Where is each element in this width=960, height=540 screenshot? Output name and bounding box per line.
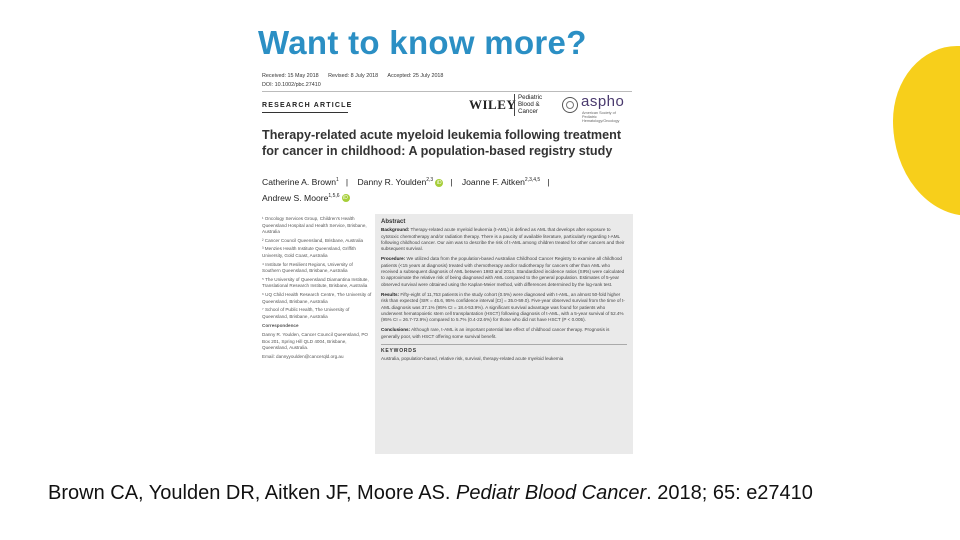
wiley-logo: WILEY	[469, 97, 517, 112]
paper-doi: DOI: 10.1002/pbc.27410	[262, 82, 321, 88]
received-date: Received: 15 May 2018	[262, 73, 319, 79]
keywords-heading: KEYWORDS	[381, 348, 417, 355]
correspondence-heading: Correspondence	[262, 323, 299, 329]
journal-line: Cancer	[518, 108, 538, 116]
affiliation: ³ Menzies Health Institute Queensland, Griffith University, Gold Coast, Australia	[262, 246, 356, 258]
author-name: Joanne F. Aitken	[461, 176, 525, 187]
slide-title: Want to know more?	[258, 24, 587, 61]
paper-title: Therapy-related acute myeloid leukemia following treatment for cancer in childhood: A population-based registry study	[262, 128, 622, 158]
author-name: Danny R. Youlden	[357, 176, 427, 187]
procedure-label: Procedure:	[381, 256, 406, 262]
affiliation: ⁴ Institute for Resilient Regions, University of Southern Queensland, Brisbane, Australia	[262, 261, 353, 274]
affiliation: ² Cancer Council Queensland, Brisbane, Australia	[262, 237, 364, 243]
procedure-text: We utilized data from the population-based Australian Childhood Cancer Registry to examine all childhood patients (<15 years at diagnosis) treated with chemotherapy and/or radiotherapy for cancers other than AML who received a subsequent diagnosis of AML between 1983 and 2014. Standardized incidence ratios (SIRs) were calculated to approximate the relative risk of being diagnosed with AML compared to the general population. Estimates of 5-year observed survival were obtained using the Kaplan-Meier method, with differences determined by the log-rank test.	[381, 256, 625, 287]
journal-line: Blood &	[518, 101, 540, 109]
decorative-yellow-shape	[893, 46, 960, 216]
affiliation: ⁵ The University of Queensland Diamantina Institute, Translational Research Institute, Brisbane, Australia	[262, 276, 369, 289]
revised-date: Revised: 8 July 2018	[328, 73, 379, 79]
results-text: Fifty-eight of 11,753 patients in the study cohort (0.5%) were diagnosed with t-AML, an almost 50-fold higher risk than expected (SIR = 45.6, 95% confidence interval [CI] = 35.0-59.0). Five-year observed survival from the time of t-AML diagnosis was 37.1% (95% CI = 18.4-53.9%). A significant survival advantage was found for patients who underwent hematopoietic stem cell transplantation (HSCT) following diagnosis of t-AML, with a 5-year survival of 52.4% (95% CI = 26.7-72.9%) compared to 5.7% (0.4-22.6%) for those who did not have HSCT (P < 0.005).	[381, 291, 625, 323]
author-affil: 1,5,6	[328, 192, 340, 199]
conclusions-label: Conclusions:	[381, 327, 411, 333]
header-divider	[262, 91, 632, 92]
journal-line: Pediatric	[518, 94, 543, 101]
orcid-icon: iD	[436, 179, 442, 186]
abstract-conclusions	[381, 327, 627, 340]
aspho-logo: aspho	[581, 93, 625, 110]
orcid-icon: iD	[343, 195, 348, 202]
section-label: RESEARCH ARTICLE	[262, 102, 353, 109]
conclusions-text: Although rare, t-AML is an important potential late effect of childhood cancer therapy. Prognosis is generally poor, with HSCT offering some survival benefit.	[381, 327, 610, 339]
aspho-subtitle: American Society of Pediatric Hematology/Oncology	[582, 111, 620, 124]
results-label: Results:	[381, 291, 400, 297]
affiliation: ⁶ UQ Child Health Research Centre, The University of Queensland, Brisbane, Australia	[262, 291, 372, 304]
citation-journal: Pediatr Blood Cancer	[456, 482, 647, 504]
citation-details: . 2018; 65: e27410	[646, 482, 813, 504]
author-affil: 2,3	[426, 177, 434, 183]
correspondence-email: Email: dannyyoulden@cancerqld.org.au	[262, 353, 344, 359]
citation	[48, 482, 960, 505]
author-name: Catherine A. Brown	[262, 176, 337, 187]
accepted-date: Accepted: 25 July 2018	[387, 73, 444, 79]
affiliation: ¹ Oncology Services Group, Children's Health Queensland Hospital and Health Service, Brisbane, Australia	[262, 216, 367, 235]
paper-dates	[262, 73, 451, 79]
citation-authors: Brown CA, Youlden DR, Aitken JF, Moore AS.	[48, 482, 456, 504]
keywords-divider	[381, 344, 627, 345]
author-affil: 1	[336, 177, 339, 183]
keywords-text: Australia, population-based, relative risk, survival, therapy-related acute myeloid leukemia	[381, 356, 564, 362]
abstract-box	[375, 214, 633, 454]
abstract-background	[381, 227, 627, 252]
correspondence-address: Danny R. Youlden, Cancer Council Queensland, PO Box 201, Spring Hill QLD 4004, Brisbane, Queensland, Australia.	[262, 331, 368, 351]
abstract-procedure	[381, 256, 627, 287]
affiliation: ⁷ School of Public Health, The University of Queensland, Brisbane, Australia	[262, 307, 350, 319]
author-affil: 2,3,4,5	[524, 177, 541, 183]
background-text: Therapy-related acute myeloid leukemia (t-AML) is defined as AML that develops after exposure to cytotoxic chemotherapy and/or radiation therapy. There is a paucity of available literature, particularly regarding t-AML following childhood cancer. Our aim was to describe the risk of t-AML among children treated for other cancers and their subsequent survival.	[381, 227, 625, 252]
author-list: Catherine A. Brown$^1$ | Danny R. Youlden$^{2,3}$ iD | Joanne F. Aitken$^{2,3,4,5}$ | Andrew S. Moore$^{1,5,6}$ iD	[262, 176, 550, 203]
section-underline	[262, 112, 348, 113]
paper-first-page-image	[255, 70, 635, 454]
abstract-results	[381, 292, 627, 323]
abstract-heading: Abstract	[381, 219, 406, 225]
background-label: Background:	[381, 227, 410, 233]
aspho-seal-icon	[562, 97, 578, 113]
author-name: Andrew S. Moore	[262, 192, 329, 203]
affiliations	[262, 216, 372, 362]
journal-logo	[514, 94, 542, 116]
decorative-mask	[893, 0, 960, 46]
